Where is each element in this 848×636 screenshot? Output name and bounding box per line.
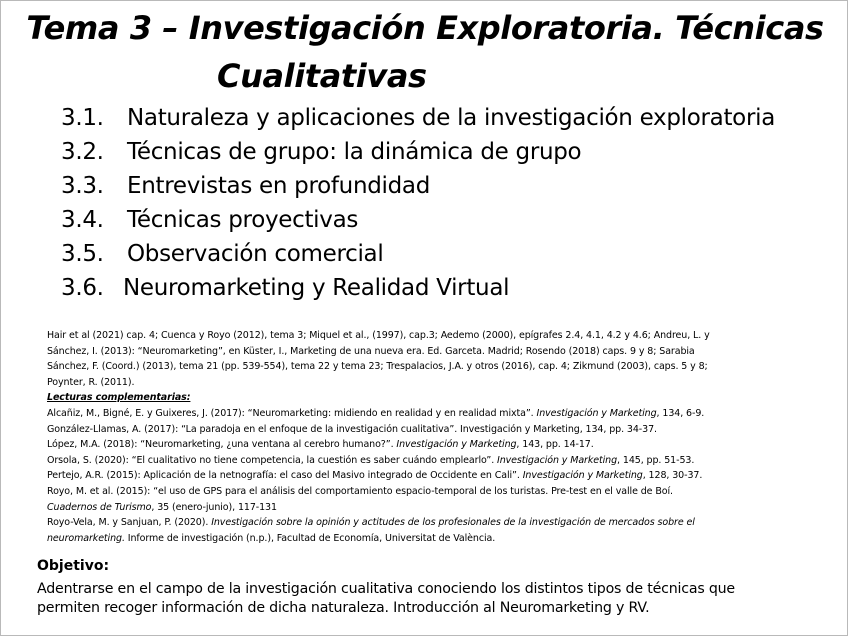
reference-line: Poynter, R. (2011). (47, 376, 135, 388)
objective-line: permiten recoger información de dicha naturaleza. Introducción al Neuromarketing y RV. (37, 599, 650, 616)
topic-item (61, 101, 775, 135)
topic-label: Técnicas proyectivas (127, 207, 359, 233)
slide-title-line-1: Tema 3 – Investigación Exploratoria. Técnicas (26, 9, 824, 47)
topic-number: 3.4. (61, 207, 104, 233)
complementary-reference: López, M.A. (2018): “Neuromarketing, ¿una ventana al cerebro humano?”. Investigación y Marketing, 143, pp. 14-17. (47, 439, 594, 451)
topic-number: 3.3. (61, 173, 104, 199)
topic-number: 3.1. (61, 105, 104, 131)
topic-label: Neuromarketing y Realidad Virtual (123, 275, 510, 301)
topic-item (61, 237, 775, 271)
topic-number: 3.2. (61, 139, 104, 165)
complementary-reference: Royo-Vela, M. y Sanjuan, P. (2020). Investigación sobre la opinión y actitudes de los profesionales de la investigación de mercados sobre el (47, 517, 695, 529)
topic-number: 3.6. (61, 275, 104, 301)
reference-line: Sánchez, I. (2013): “Neuromarketing”, en Küster, I., Marketing de una nueva era. Ed. Garceta. Madrid; Rosendo (2018) caps. 9 y 8; Sarabia (47, 345, 695, 357)
objective-text (37, 580, 827, 617)
objective-heading: Objetivo: (37, 558, 110, 574)
topic-number: 3.5. (61, 241, 104, 267)
objective-line: Adentrarse en el campo de la investigación cualitativa conociendo los distintos tipos de técnicas que (37, 581, 735, 597)
topic-label: Naturaleza y aplicaciones de la investigación exploratoria (127, 105, 775, 131)
complementary-reference: Orsola, S. (2020): “El cualitativo no tiene competencia, la cuestión es saber cuándo emplearlo”. Investigación y Marketing, 145, pp. 51-53. (47, 454, 695, 466)
complementary-reference: Pertejo, A.R. (2015): Aplicación de la netnografía: el caso del Masivo integrado de Occidente en Cali”. Investigación y Marketing, 128, 30-37. (47, 470, 703, 482)
references-block (47, 328, 807, 546)
topic-item (61, 203, 775, 237)
complementary-reference: neuromarketing. Informe de investigación (n.p.), Facultad de Economía, Universitat de València. (47, 532, 496, 544)
complementary-reference: González-Llamas, A. (2017): “La paradoja en el enfoque de la investigación cualitativa”. Investigación y Marketing, 134, pp. 34-37. (47, 423, 657, 435)
complementary-readings-heading: Lecturas complementarias: (47, 392, 191, 404)
topic-list (61, 101, 775, 305)
topic-item (61, 271, 775, 305)
topic-item (61, 135, 775, 169)
complementary-reference: Alcañiz, M., Bigné, E. y Guixeres, J. (2017): “Neuromarketing: midiendo en realidad y en realidad mixta”. Investigación y Marketing, 134, 6-9. (47, 407, 705, 419)
topic-label: Técnicas de grupo: la dinámica de grupo (127, 139, 582, 165)
topic-label: Observación comercial (127, 241, 384, 267)
reference-line: Sánchez, F. (Coord.) (2013), tema 21 (pp. 539-554), tema 22 y tema 23; Trespalacios, J.A. y otros (2016), cap. 4; Zikmund (2003), caps. 5 y 8; (47, 361, 708, 373)
topic-item (61, 169, 775, 203)
topic-label: Entrevistas en profundidad (127, 173, 431, 199)
complementary-reference: Royo, M. et al. (2015): “el uso de GPS para el análisis del comportamiento espacio-temporal de los turistas. Pre-test en el valle de Boí. (47, 485, 673, 497)
reference-line: Hair et al (2021) cap. 4; Cuenca y Royo (2012), tema 3; Miquel et al., (1997), cap.3; Aedemo (2000), epígrafes 2.4, 4.1, 4.2 y 4.6; Andreu, L. y (47, 330, 710, 341)
slide-title-line-2: Cualitativas (217, 57, 427, 95)
complementary-reference: Cuadernos de Turismo, 35 (enero-junio), 117-131 (47, 501, 277, 513)
